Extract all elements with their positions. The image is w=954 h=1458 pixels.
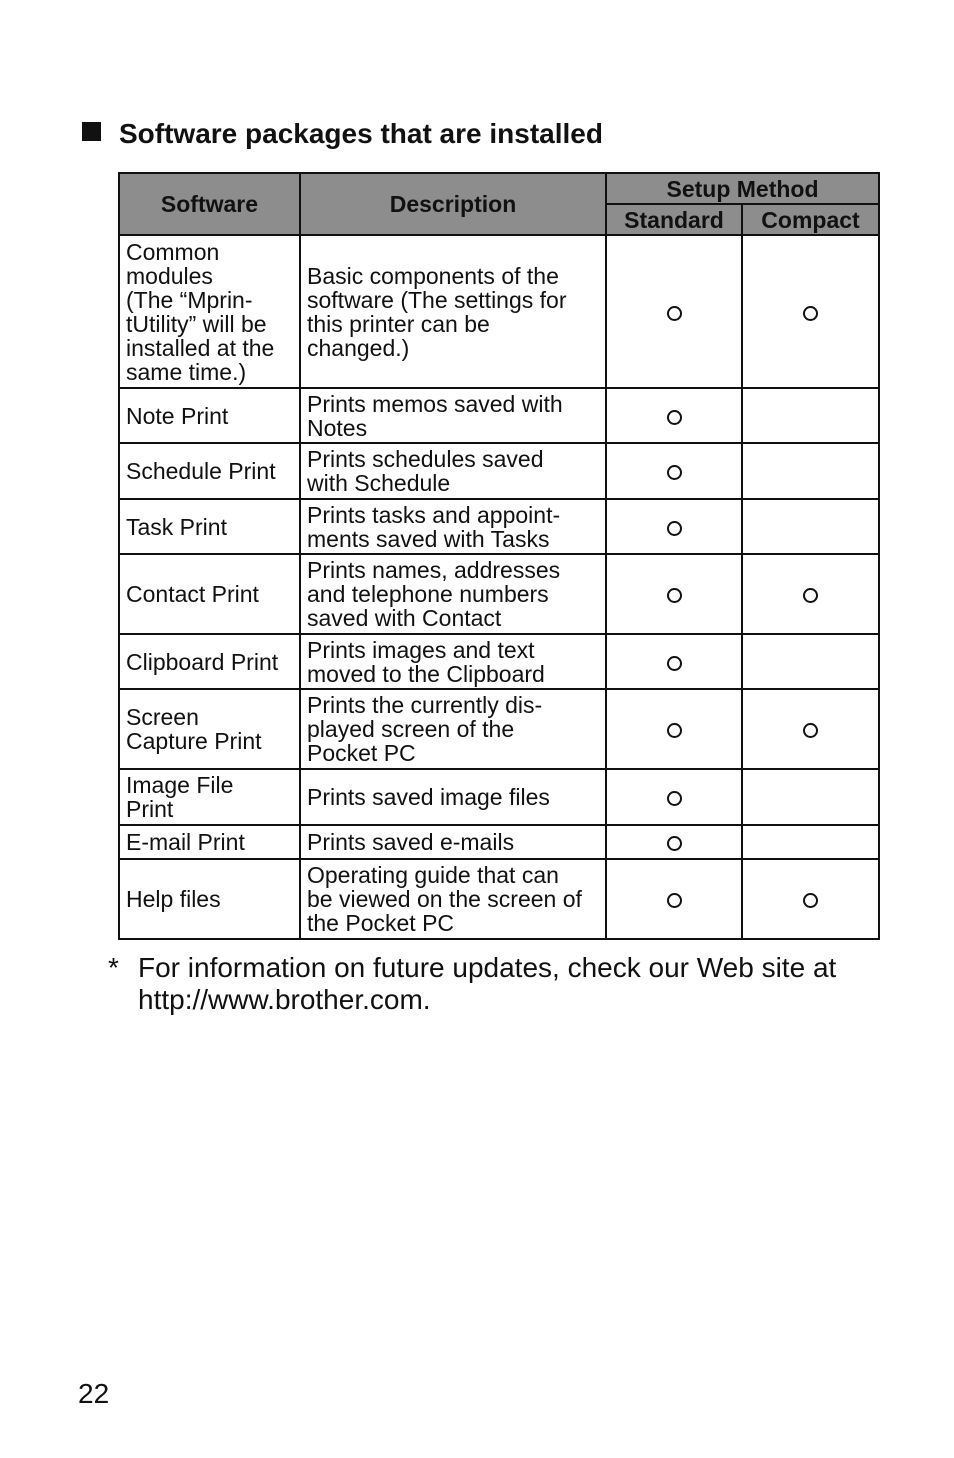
software-cell	[119, 634, 300, 689]
circle-icon	[667, 836, 682, 851]
circle-icon	[667, 588, 682, 603]
description-line: Prints saved image files	[307, 784, 550, 810]
standard-cell	[606, 825, 742, 859]
compact-cell	[742, 499, 879, 554]
header-compact: Compact	[742, 204, 879, 235]
standard-cell	[606, 235, 742, 388]
description-line: software (The settings for	[307, 286, 567, 313]
description-line: the Pocket PC	[307, 910, 455, 936]
compact-cell	[742, 235, 879, 388]
table-row	[119, 859, 879, 939]
software-cell	[119, 554, 300, 634]
compact-cell	[742, 859, 879, 939]
circle-icon	[667, 410, 682, 425]
compact-cell	[742, 634, 879, 689]
circle-icon	[803, 306, 818, 321]
software-line: Note Print	[126, 402, 229, 429]
software-line: Capture Print	[126, 728, 262, 754]
software-line: Help files	[126, 886, 221, 912]
description-line: played screen of the	[307, 716, 515, 742]
header-standard: Standard	[606, 204, 742, 235]
table-row	[119, 443, 879, 499]
table-row	[119, 388, 879, 443]
description-line: this printer can be	[307, 310, 490, 337]
software-line: Task Print	[126, 513, 227, 540]
compact-cell	[742, 388, 879, 443]
software-cell	[119, 499, 300, 554]
software-line: Print	[126, 796, 174, 822]
software-packages-table	[118, 172, 880, 940]
standard-cell	[606, 689, 742, 769]
circle-icon	[803, 893, 818, 908]
header-software: Software	[119, 173, 300, 235]
description-line: Prints saved e-mails	[307, 829, 515, 855]
description-cell	[300, 554, 606, 634]
software-cell	[119, 825, 300, 859]
description-cell	[300, 499, 606, 554]
circle-icon	[803, 588, 818, 603]
software-line: Schedule Print	[126, 458, 276, 484]
table-row	[119, 235, 879, 388]
software-line: Contact Print	[126, 581, 259, 607]
description-line: saved with Contact	[307, 605, 502, 631]
page-number: 22	[78, 1378, 110, 1409]
table-row	[119, 554, 879, 634]
description-cell	[300, 769, 606, 825]
header-description: Description	[300, 173, 606, 235]
description-line: Prints memos saved with	[307, 390, 563, 417]
description-line: Operating guide that can	[307, 862, 559, 888]
table-row	[119, 769, 879, 825]
software-line: Common	[126, 238, 220, 265]
circle-icon	[667, 893, 682, 908]
compact-cell	[742, 689, 879, 769]
software-line: Screen	[126, 704, 199, 730]
software-line: Clipboard Print	[126, 648, 279, 675]
software-line: E-mail Print	[126, 829, 245, 855]
description-line: with Schedule	[307, 470, 451, 496]
description-cell	[300, 689, 606, 769]
description-line: Prints tasks and appoint-	[307, 501, 561, 528]
software-cell	[119, 235, 300, 388]
circle-icon	[667, 656, 682, 671]
standard-cell	[606, 443, 742, 499]
description-line: Pocket PC	[307, 740, 416, 766]
standard-cell	[606, 554, 742, 634]
black-square-icon	[82, 122, 101, 141]
description-line: Prints the currently dis-	[307, 692, 543, 718]
software-cell	[119, 388, 300, 443]
description-cell	[300, 634, 606, 689]
standard-cell	[606, 634, 742, 689]
circle-icon	[803, 723, 818, 738]
footnote	[108, 952, 908, 1016]
compact-cell	[742, 769, 879, 825]
description-line: moved to the Clipboard	[307, 660, 545, 687]
description-line: Basic components of the	[307, 262, 559, 289]
software-line: same time.)	[126, 358, 247, 385]
compact-cell	[742, 554, 879, 634]
software-cell	[119, 689, 300, 769]
description-line: changed.)	[307, 334, 410, 361]
circle-icon	[667, 306, 682, 321]
description-line: ments saved with Tasks	[307, 525, 550, 552]
circle-icon	[667, 465, 682, 480]
software-line: Image File	[126, 772, 234, 798]
table-row	[119, 825, 879, 859]
description-line: Notes	[307, 414, 368, 441]
header-setup-method: Setup Method	[606, 173, 879, 204]
circle-icon	[667, 521, 682, 536]
footnote-line: http://www.brother.com.	[138, 984, 431, 1015]
description-line: be viewed on the screen of	[307, 886, 582, 912]
description-line: Prints images and text	[307, 636, 535, 663]
description-line: and telephone numbers	[307, 581, 549, 607]
software-line: tUtility” will be	[126, 310, 267, 337]
software-cell	[119, 769, 300, 825]
software-cell	[119, 443, 300, 499]
description-cell	[300, 859, 606, 939]
section-heading-text: Software packages that are installed	[119, 118, 603, 149]
circle-icon	[667, 791, 682, 806]
circle-icon	[667, 723, 682, 738]
description-cell	[300, 388, 606, 443]
standard-cell	[606, 769, 742, 825]
description-cell	[300, 443, 606, 499]
compact-cell	[742, 443, 879, 499]
section-heading	[82, 118, 603, 150]
footnote-marker: *	[108, 952, 119, 983]
standard-cell	[606, 499, 742, 554]
software-line: modules	[126, 262, 213, 289]
description-cell	[300, 825, 606, 859]
description-line: Prints names, addresses	[307, 557, 561, 583]
table-row	[119, 634, 879, 689]
standard-cell	[606, 859, 742, 939]
description-cell	[300, 235, 606, 388]
table-row	[119, 689, 879, 769]
footnote-text	[138, 952, 836, 1016]
footnote-line: For information on future updates, check our Web site at	[138, 952, 837, 983]
compact-cell	[742, 825, 879, 859]
software-line: installed at the	[126, 334, 275, 361]
software-cell	[119, 859, 300, 939]
description-line: Prints schedules saved	[307, 446, 544, 472]
table-row	[119, 499, 879, 554]
software-line: (The “Mprin-	[126, 286, 253, 313]
standard-cell	[606, 388, 742, 443]
